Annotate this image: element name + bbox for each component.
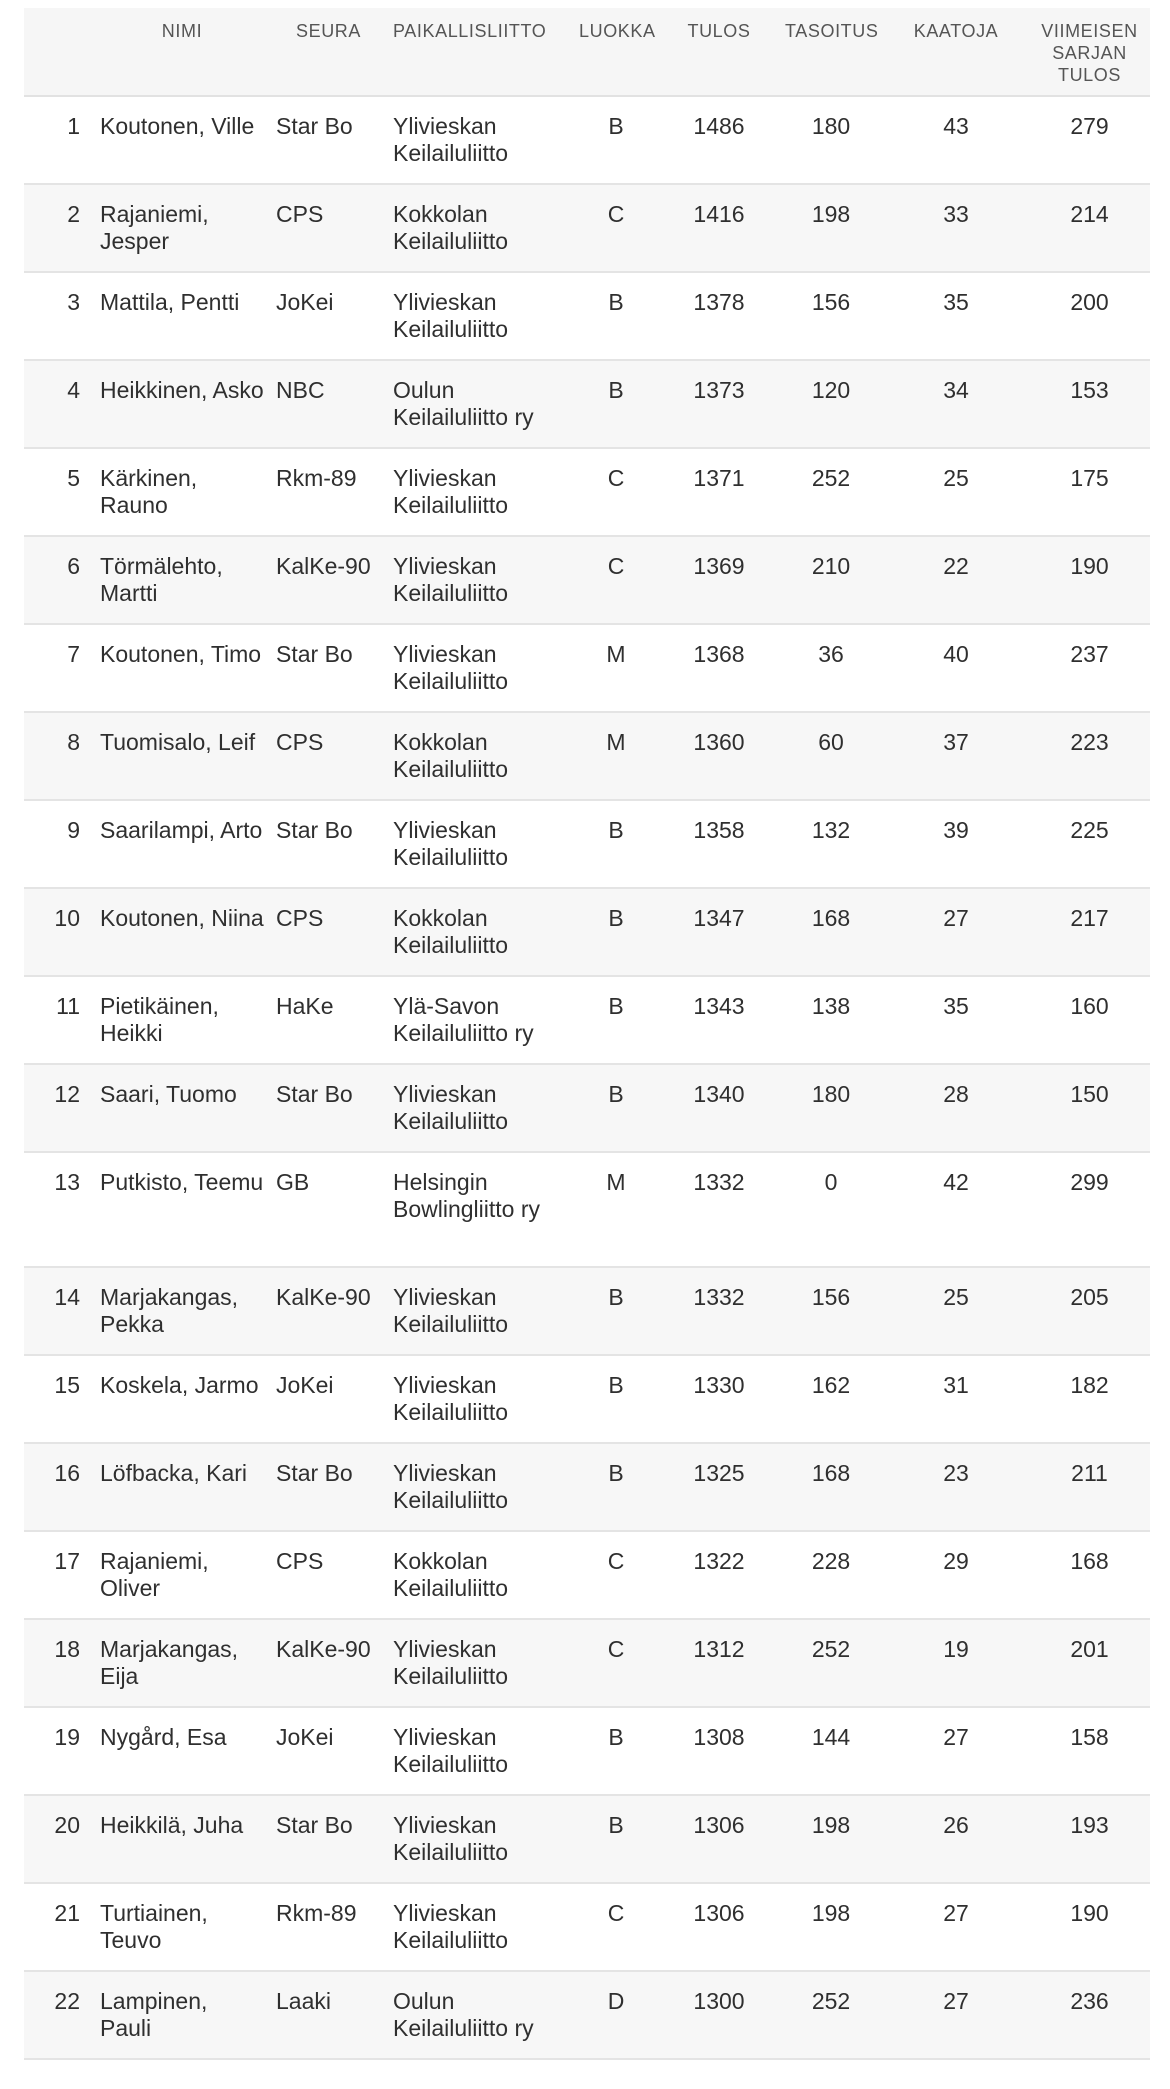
cell-rank: 1 (67, 113, 80, 139)
cell-name: Marjakangas, Pekka (100, 1284, 239, 1337)
cell-score: 1368 (693, 641, 745, 667)
table-header (24, 8, 1150, 96)
cell-handicap: 198 (811, 1900, 851, 1926)
cell-rank: 19 (54, 1724, 80, 1750)
cell-club: Rkm-89 (276, 1900, 357, 1926)
cell-class: B (608, 1724, 624, 1750)
cell-federation: Oulun Keilailuliitto ry (393, 377, 534, 430)
cell-club: CPS (276, 201, 324, 227)
cell-class: B (608, 289, 624, 315)
cell-club: KalKe-90 (276, 1284, 371, 1310)
cell-handicap: 162 (811, 1372, 851, 1398)
cell-rank: 6 (67, 553, 80, 579)
cell-club: GB (276, 1169, 310, 1195)
cell-federation: Ylivieskan Keilailuliitto (393, 465, 509, 518)
cell-name: Heikkinen, Asko (100, 377, 264, 403)
results-table (24, 8, 1150, 2060)
cell-strikes: 22 (943, 553, 969, 579)
cell-rank: 4 (67, 377, 80, 403)
header-row (24, 8, 1150, 96)
cell-name: Marjakangas, Eija (100, 1636, 239, 1689)
cell-club: Star Bo (276, 1081, 353, 1107)
cell-last-series: 158 (1070, 1724, 1109, 1750)
cell-score: 1347 (693, 905, 745, 931)
table-row (24, 1443, 1150, 1531)
cell-club: CPS (276, 729, 324, 755)
cell-rank: 11 (56, 993, 80, 1019)
cell-score: 1306 (693, 1900, 745, 1926)
cell-strikes: 27 (943, 1988, 969, 2014)
cell-federation: Kokkolan Keilailuliitto (393, 729, 509, 782)
cell-club: JoKei (276, 1724, 334, 1750)
table-row (24, 1152, 1150, 1267)
cell-federation: Helsingin Bowlingliitto ry (393, 1169, 540, 1222)
results-table-container (24, 8, 1150, 2060)
cell-score: 1322 (693, 1548, 745, 1574)
cell-federation: Ylivieskan Keilailuliitto (393, 553, 509, 606)
cell-strikes: 23 (943, 1460, 969, 1486)
cell-strikes: 27 (943, 1900, 969, 1926)
cell-score: 1312 (693, 1636, 745, 1662)
cell-score: 1330 (693, 1372, 745, 1398)
cell-club: Rkm-89 (276, 465, 357, 491)
cell-handicap: 198 (811, 201, 851, 227)
header-rank (24, 8, 94, 96)
cell-strikes: 25 (943, 465, 969, 491)
cell-club: Star Bo (276, 1460, 353, 1486)
cell-class: C (607, 465, 625, 491)
header-handicap[interactable]: TASOITUS (779, 8, 883, 96)
cell-class: C (607, 1548, 625, 1574)
cell-handicap: 60 (818, 729, 844, 755)
cell-last-series: 299 (1070, 1169, 1109, 1195)
cell-strikes: 27 (943, 1724, 969, 1750)
cell-strikes: 35 (943, 289, 969, 315)
cell-score: 1358 (693, 817, 745, 843)
cell-strikes: 35 (943, 993, 969, 1019)
cell-federation: Ylivieskan Keilailuliitto (393, 1636, 509, 1689)
cell-club: CPS (276, 1548, 324, 1574)
cell-federation: Kokkolan Keilailuliitto (393, 905, 509, 958)
cell-last-series: 217 (1070, 905, 1109, 931)
cell-club: Star Bo (276, 113, 353, 139)
cell-class: B (608, 113, 624, 139)
cell-name: Koutonen, Niina (100, 905, 264, 931)
cell-strikes: 19 (943, 1636, 969, 1662)
cell-strikes: 28 (943, 1081, 969, 1107)
table-row (24, 800, 1150, 888)
cell-name: Koutonen, Ville (100, 113, 255, 139)
cell-score: 1486 (693, 113, 745, 139)
cell-last-series: 211 (1071, 1460, 1108, 1486)
cell-last-series: 150 (1070, 1081, 1109, 1107)
table-row (24, 1267, 1150, 1355)
table-body (24, 96, 1150, 2059)
cell-name: Saari, Tuomo (100, 1081, 237, 1107)
cell-rank: 7 (67, 641, 80, 667)
cell-federation: Ylivieskan Keilailuliitto (393, 1372, 509, 1425)
cell-handicap: 120 (811, 377, 851, 403)
table-row (24, 448, 1150, 536)
header-last-series[interactable] (1029, 8, 1150, 96)
cell-rank: 21 (54, 1900, 80, 1926)
cell-score: 1308 (693, 1724, 745, 1750)
header-strikes[interactable]: KAATOJA (883, 8, 1029, 96)
cell-class: M (606, 729, 626, 755)
cell-score: 1332 (693, 1284, 745, 1310)
cell-rank: 14 (54, 1284, 80, 1310)
table-row (24, 1795, 1150, 1883)
cell-last-series: 168 (1070, 1548, 1109, 1574)
cell-handicap: 180 (811, 1081, 851, 1107)
cell-strikes: 31 (943, 1372, 969, 1398)
cell-last-series: 201 (1070, 1636, 1109, 1662)
cell-score: 1373 (693, 377, 745, 403)
cell-strikes: 26 (943, 1812, 969, 1838)
cell-class: B (608, 905, 624, 931)
cell-rank: 13 (54, 1169, 80, 1195)
cell-handicap: 210 (811, 553, 851, 579)
cell-handicap: 180 (811, 113, 851, 139)
cell-handicap: 252 (811, 1988, 851, 2014)
cell-rank: 10 (54, 905, 80, 931)
cell-score: 1300 (693, 1988, 745, 2014)
cell-rank: 12 (54, 1081, 80, 1107)
cell-rank: 5 (67, 465, 80, 491)
cell-last-series: 237 (1070, 641, 1109, 667)
header-last-series-line1: VIIMEISEN (1041, 21, 1138, 41)
cell-last-series: 223 (1070, 729, 1109, 755)
cell-rank: 20 (54, 1812, 80, 1838)
cell-rank: 17 (54, 1548, 80, 1574)
cell-strikes: 40 (943, 641, 969, 667)
table-row (24, 1619, 1150, 1707)
cell-class: B (608, 993, 624, 1019)
cell-federation: Ylivieskan Keilailuliitto (393, 1724, 509, 1777)
cell-score: 1416 (693, 201, 745, 227)
cell-name: Saarilampi, Arto (100, 817, 263, 843)
header-last-series-line2: SARJAN (1052, 43, 1127, 63)
cell-name: Tuomisalo, Leif (100, 729, 256, 755)
cell-last-series: 236 (1070, 1988, 1109, 2014)
header-name[interactable]: NIMI (94, 8, 270, 96)
cell-strikes: 25 (943, 1284, 969, 1310)
cell-federation: Kokkolan Keilailuliitto (393, 1548, 509, 1601)
table-row (24, 888, 1150, 976)
cell-name: Koutonen, Timo (100, 641, 262, 667)
cell-last-series: 214 (1070, 201, 1109, 227)
cell-last-series: 160 (1070, 993, 1109, 1019)
cell-rank: 15 (54, 1372, 80, 1398)
cell-rank: 3 (67, 289, 80, 315)
cell-last-series: 182 (1070, 1372, 1109, 1398)
header-class[interactable]: LUOKKA (573, 8, 659, 96)
cell-handicap: 198 (811, 1812, 851, 1838)
cell-strikes: 29 (943, 1548, 969, 1574)
cell-club: Laaki (276, 1988, 331, 2014)
cell-rank: 18 (54, 1636, 80, 1662)
cell-club: NBC (276, 377, 325, 403)
cell-rank: 22 (54, 1988, 80, 2014)
cell-name: Rajaniemi, Jesper (100, 201, 209, 254)
table-row (24, 1707, 1150, 1795)
cell-strikes: 37 (943, 729, 969, 755)
cell-federation: Ylä-Savon Keilailuliitto ry (393, 993, 534, 1046)
table-row (24, 1531, 1150, 1619)
cell-federation: Ylivieskan Keilailuliitto (393, 1900, 509, 1953)
cell-last-series: 175 (1070, 465, 1109, 491)
cell-strikes: 33 (943, 201, 969, 227)
cell-federation: Oulun Keilailuliitto ry (393, 1988, 534, 2041)
cell-class: B (608, 1460, 624, 1486)
cell-class: B (608, 817, 624, 843)
table-row (24, 712, 1150, 800)
cell-club: KalKe-90 (276, 1636, 371, 1662)
cell-name: Putkisto, Teemu (100, 1169, 264, 1195)
cell-strikes: 42 (943, 1169, 969, 1195)
cell-handicap: 0 (824, 1169, 838, 1195)
cell-rank: 16 (54, 1460, 80, 1486)
cell-federation: Ylivieskan Keilailuliitto (393, 1460, 509, 1513)
cell-federation: Kokkolan Keilailuliitto (393, 201, 509, 254)
cell-strikes: 27 (943, 905, 969, 931)
table-row (24, 624, 1150, 712)
cell-last-series: 200 (1070, 289, 1109, 315)
cell-class: B (608, 1081, 624, 1107)
cell-handicap: 168 (811, 1460, 851, 1486)
header-last-series-line3: TULOS (1057, 65, 1121, 85)
cell-class: C (607, 553, 625, 579)
cell-class: D (607, 1988, 625, 2014)
cell-class: C (607, 1900, 625, 1926)
cell-handicap: 156 (811, 289, 851, 315)
cell-name: Törmälehto, Martti (100, 553, 223, 606)
cell-score: 1369 (693, 553, 745, 579)
cell-handicap: 156 (811, 1284, 851, 1310)
cell-rank: 9 (67, 817, 80, 843)
cell-club: JoKei (276, 289, 334, 315)
cell-last-series: 193 (1070, 1812, 1109, 1838)
cell-federation: Ylivieskan Keilailuliitto (393, 1284, 509, 1337)
cell-name: Pietikäinen, Heikki (100, 993, 219, 1046)
cell-name: Lampinen, Pauli (100, 1988, 208, 2041)
cell-name: Löfbacka, Kari (100, 1460, 248, 1486)
table-row (24, 1883, 1150, 1971)
table-row (24, 184, 1150, 272)
cell-name: Rajaniemi, Oliver (100, 1548, 209, 1601)
cell-handicap: 138 (811, 993, 851, 1019)
table-row (24, 96, 1150, 184)
cell-federation: Ylivieskan Keilailuliitto (393, 817, 509, 870)
cell-club: Star Bo (276, 641, 353, 667)
table-row (24, 272, 1150, 360)
table-row (24, 1355, 1150, 1443)
cell-handicap: 132 (811, 817, 851, 843)
cell-class: M (606, 641, 626, 667)
cell-federation: Ylivieskan Keilailuliitto (393, 1081, 509, 1134)
cell-last-series: 225 (1070, 817, 1109, 843)
cell-score: 1378 (693, 289, 745, 315)
cell-last-series: 190 (1070, 1900, 1109, 1926)
table-row (24, 536, 1150, 624)
cell-rank: 8 (67, 729, 80, 755)
cell-name: Turtiainen, Teuvo (100, 1900, 208, 1953)
cell-club: CPS (276, 905, 324, 931)
cell-last-series: 190 (1070, 553, 1109, 579)
cell-class: C (607, 1636, 625, 1662)
cell-handicap: 168 (811, 905, 851, 931)
cell-club: Star Bo (276, 817, 353, 843)
cell-club: Star Bo (276, 1812, 353, 1838)
cell-club: JoKei (276, 1372, 334, 1398)
cell-score: 1332 (693, 1169, 745, 1195)
cell-class: B (608, 1812, 624, 1838)
header-federation[interactable]: PAIKALLISLIITTO (387, 8, 573, 96)
cell-score: 1371 (693, 465, 745, 491)
cell-name: Heikkilä, Juha (100, 1812, 244, 1838)
cell-club: KalKe-90 (276, 553, 371, 579)
cell-handicap: 228 (811, 1548, 851, 1574)
cell-class: C (607, 201, 625, 227)
cell-last-series: 205 (1070, 1284, 1109, 1310)
cell-score: 1325 (693, 1460, 745, 1486)
cell-score: 1360 (693, 729, 745, 755)
cell-federation: Ylivieskan Keilailuliitto (393, 289, 509, 342)
table-row (24, 976, 1150, 1064)
cell-last-series: 153 (1070, 377, 1109, 403)
cell-federation: Ylivieskan Keilailuliitto (393, 113, 509, 166)
cell-handicap: 144 (811, 1724, 851, 1750)
cell-last-series: 279 (1070, 113, 1109, 139)
cell-score: 1340 (693, 1081, 745, 1107)
cell-class: B (608, 377, 624, 403)
table-row (24, 1064, 1150, 1152)
cell-score: 1306 (693, 1812, 745, 1838)
table-row (24, 1971, 1150, 2059)
cell-strikes: 34 (943, 377, 969, 403)
cell-strikes: 39 (943, 817, 969, 843)
cell-rank: 2 (67, 201, 80, 227)
header-club[interactable]: SEURA (270, 8, 387, 96)
cell-name: Koskela, Jarmo (100, 1372, 259, 1398)
cell-name: Mattila, Pentti (100, 289, 240, 315)
cell-score: 1343 (693, 993, 745, 1019)
cell-handicap: 36 (818, 641, 844, 667)
table-row (24, 360, 1150, 448)
cell-club: HaKe (276, 993, 334, 1019)
cell-handicap: 252 (811, 465, 851, 491)
cell-name: Kärkinen, Rauno (100, 465, 198, 518)
cell-class: B (608, 1284, 624, 1310)
cell-federation: Ylivieskan Keilailuliitto (393, 641, 509, 694)
header-score[interactable]: TULOS (659, 8, 779, 96)
cell-class: B (608, 1372, 624, 1398)
cell-federation: Ylivieskan Keilailuliitto (393, 1812, 509, 1865)
cell-name: Nygård, Esa (100, 1724, 227, 1750)
cell-strikes: 43 (943, 113, 969, 139)
cell-class: M (606, 1169, 626, 1195)
cell-handicap: 252 (811, 1636, 851, 1662)
